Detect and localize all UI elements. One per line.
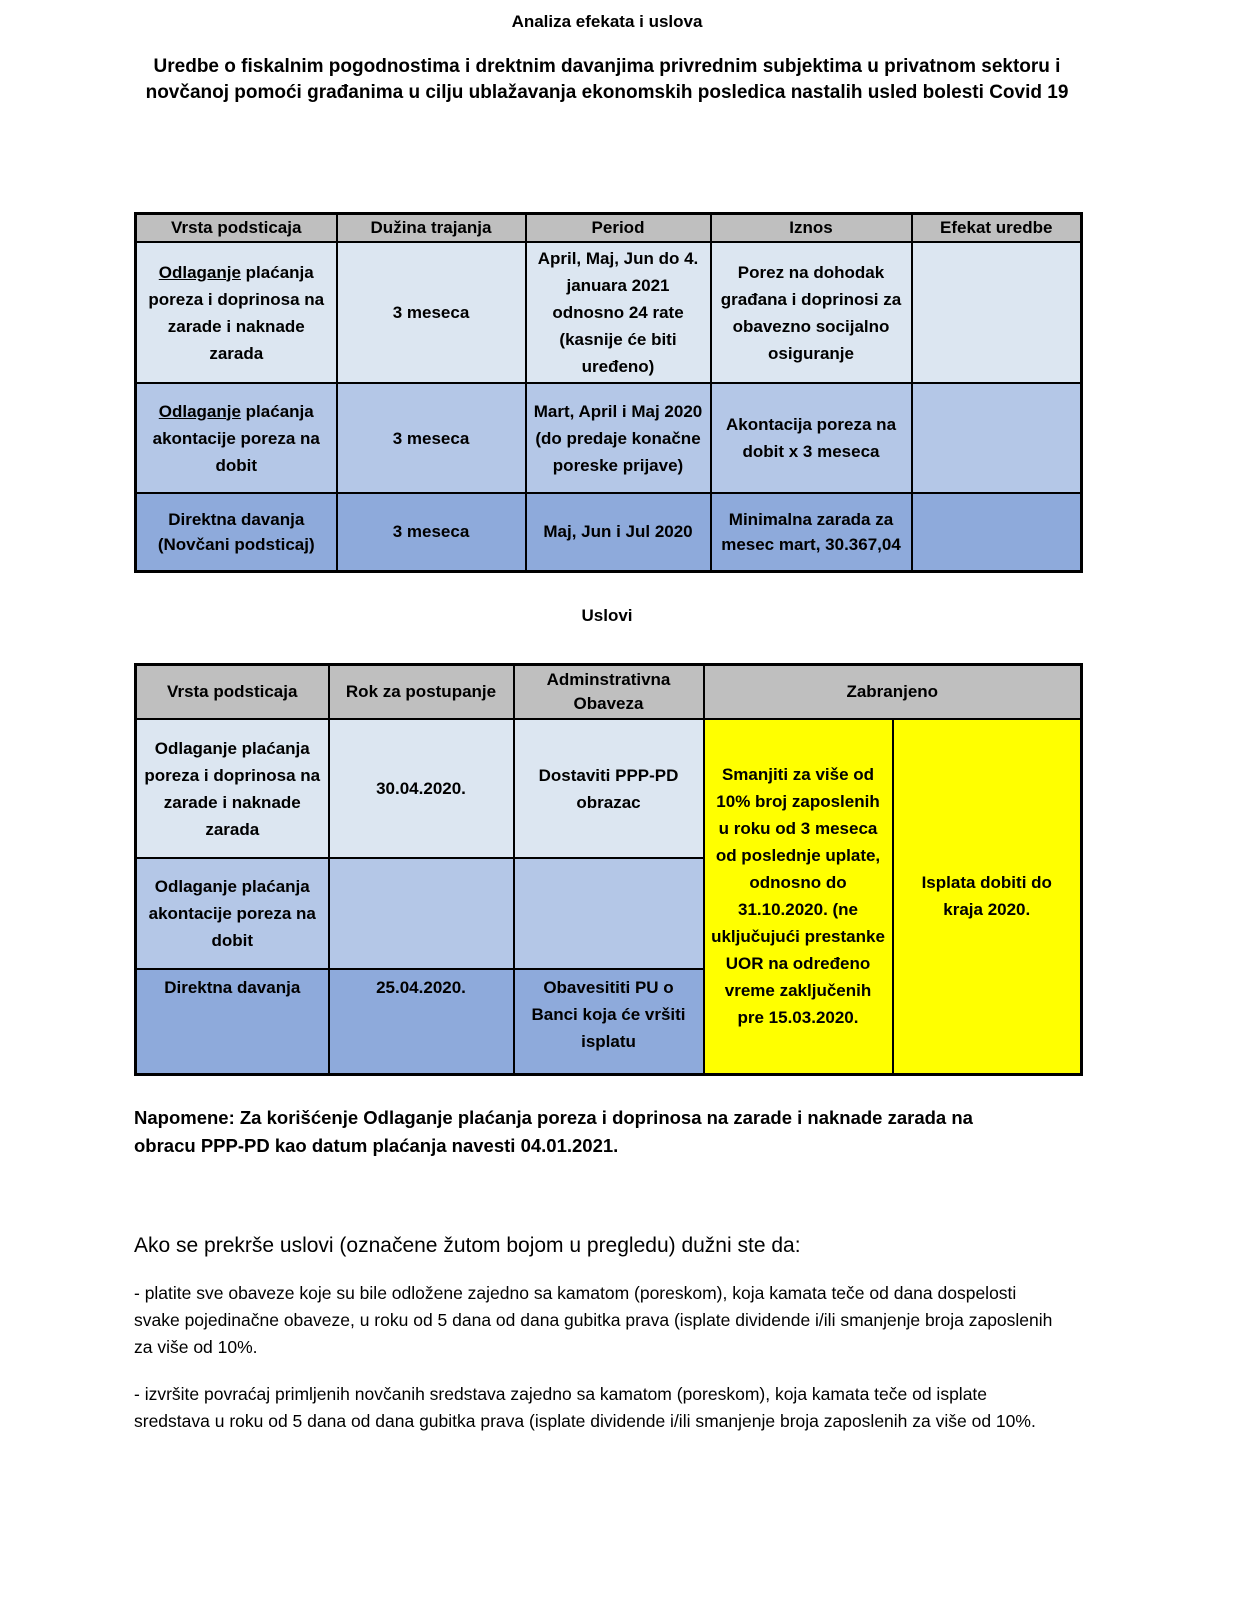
- cell-text: plaćanja akontacije poreza na dobit: [152, 401, 320, 475]
- cell-vrsta: Direktna davanja: [136, 969, 329, 1074]
- table-row: [136, 383, 1082, 493]
- incentives-table: [134, 212, 1083, 573]
- cell-efekat: [912, 493, 1082, 571]
- table-row: [136, 493, 1082, 571]
- header-period: Period: [526, 214, 711, 243]
- header-rok-za-postupanje: Rok za postupanje: [329, 664, 514, 719]
- header-vrsta-podsticaja: Vrsta podsticaja: [136, 214, 337, 243]
- cell-obaveza: [514, 858, 704, 969]
- table-row: [136, 719, 1082, 858]
- cell-iznos: Porez na dohodak građana i doprinosi za obavezno socijalno osiguranje: [711, 242, 912, 383]
- underlined-term: Odlaganje: [158, 262, 241, 282]
- document-page: [134, 12, 1080, 1435]
- conditions-table-header-row: [136, 664, 1082, 719]
- header-iznos: Iznos: [711, 214, 912, 243]
- cell-period: April, Maj, Jun do 4. januara 2021 odnosno 24 rate (kasnije će biti uređeno): [526, 242, 711, 383]
- cell-text: Direktna davanja (Novčani podsticaj): [157, 509, 315, 554]
- cell-efekat: [912, 383, 1082, 493]
- header-duzina-trajanja: Dužina trajanja: [337, 214, 526, 243]
- cell-duzina: 3 meseca: [337, 383, 526, 493]
- cell-iznos: Minimalna zarada za mesec mart, 30.367,04: [711, 493, 912, 571]
- header-zabranjeno: Zabranjeno: [704, 664, 1082, 719]
- cell-rok: 25.04.2020.: [329, 969, 514, 1074]
- cell-obaveza: Dostaviti PPP-PD obrazac: [514, 719, 704, 858]
- violation-item-1: - platite sve obaveze koje su bile odložene zajedno sa kamatom (poreskom), koja kamata teče od dana dospelosti svake pojedinačne obaveze, u roku od 5 dana od dana gubitka prava (isplate dividende i/ili smanjenje broja zaposlenih za više od 10%.: [134, 1282, 1053, 1357]
- cell-zabranjeno-isplata: Isplata dobiti do kraja 2020.: [893, 719, 1082, 1074]
- cell-period: Mart, April i Maj 2020 (do predaje konačne poreske prijave): [526, 383, 711, 493]
- cell-duzina: 3 meseca: [337, 242, 526, 383]
- conditions-table: [134, 663, 1083, 1076]
- cell-vrsta: [136, 383, 337, 493]
- cell-duzina: 3 meseca: [337, 493, 526, 571]
- table-row: [136, 242, 1082, 383]
- cell-period: Maj, Jun i Jul 2020: [526, 493, 711, 571]
- header-administrativna-obaveza: Adminstrativna Obaveza: [514, 664, 704, 719]
- cell-vrsta: Odlaganje plaćanja poreza i doprinosa na zarade i naknade zarada: [136, 719, 329, 858]
- cell-iznos: Akontacija poreza na dobit x 3 meseca: [711, 383, 912, 493]
- cell-vrsta: Odlaganje plaćanja akontacije poreza na dobit: [136, 858, 329, 969]
- incentives-table-header-row: [136, 214, 1082, 243]
- cell-obaveza: Obavesititi PU o Banci koja će vršiti isplatu: [514, 969, 704, 1074]
- document-subtitle: Uredbe o fiskalnim pogodnostima i drektnim davanjima privrednim subjektima u privatnom sektoru i novčanoj pomoći građanima u cilju ublažavanja ekonomskih posledica nastalih usled bolesti Covid 19: [145, 56, 1069, 103]
- uslovi-heading: Uslovi: [581, 605, 633, 625]
- cell-text: plaćanja poreza i doprinosa na zarade i naknade zarada: [148, 262, 325, 363]
- header-efekat-uredbe: Efekat uredbe: [912, 214, 1082, 243]
- header-vrsta-podsticaja: Vrsta podsticaja: [136, 664, 329, 719]
- cell-zabranjeno-restriction: Smanjiti za više od 10% broj zaposlenih u roku od 3 meseca od poslednje uplate, odnosno do 31.10.2020. (ne uključujući prestanke UOR na određeno vreme zaključenih pre 15.03.2020.: [704, 719, 893, 1074]
- cell-vrsta: [136, 242, 337, 383]
- underlined-term: Odlaganje: [158, 401, 241, 421]
- document-title: Analiza efekata i uslova: [511, 12, 703, 31]
- cell-vrsta: [136, 493, 337, 571]
- violation-intro: Ako se prekrše uslovi (označene žutom bojom u pregledu) dužni ste da:: [134, 1233, 801, 1257]
- cell-rok: [329, 858, 514, 969]
- violation-item-2: - izvršite povraćaj primljenih novčanih sredstava zajedno sa kamatom (poreskom), koja kamata teče od isplate sredstava u roku od 5 dana od dana gubitka prava (isplate dividende i/ili smanjenje broja zaposlenih za više od 10%.: [134, 1383, 1036, 1431]
- napomene-note: Napomene: Za korišćenje Odlaganje plaćanja poreza i doprinosa na zarade i naknade zarada na obracu PPP-PD kao datum plaćanja navesti 04.01.2021.: [134, 1106, 973, 1156]
- cell-efekat: [912, 242, 1082, 383]
- cell-rok: 30.04.2020.: [329, 719, 514, 858]
